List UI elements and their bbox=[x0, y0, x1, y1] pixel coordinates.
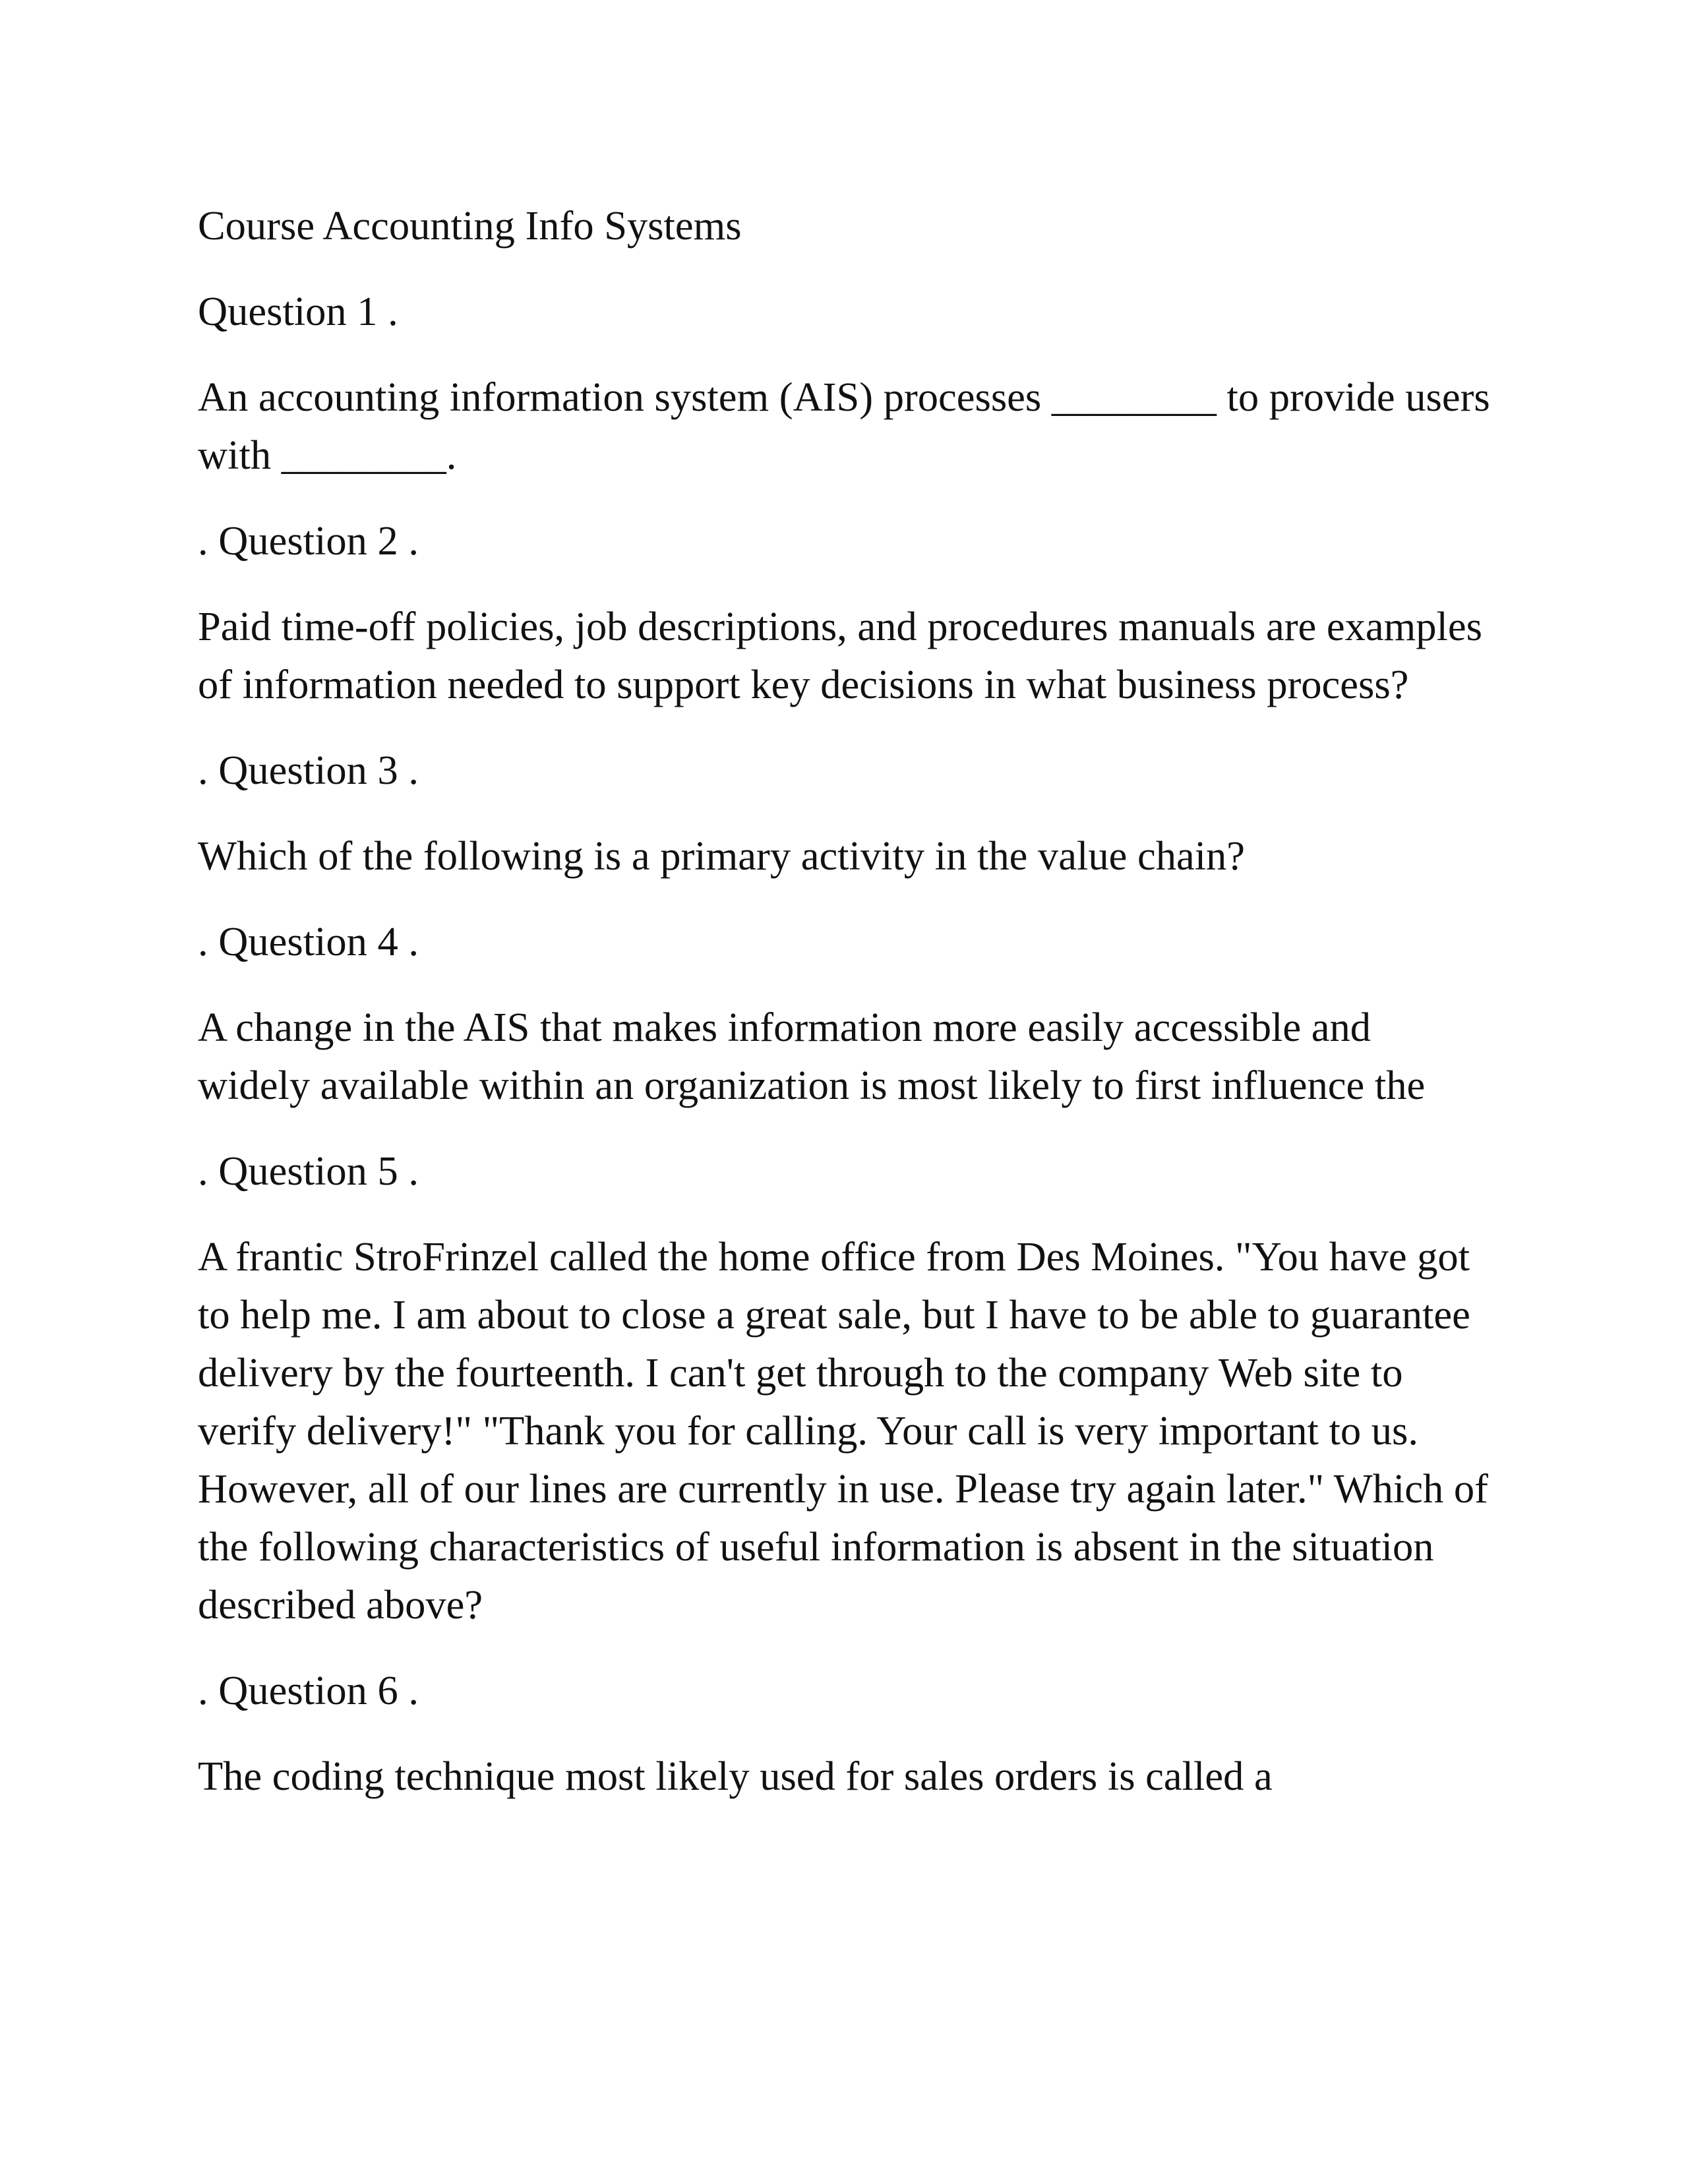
question-4-heading: . Question 4 . bbox=[198, 918, 419, 964]
course-title: Course Accounting Info Systems bbox=[198, 202, 742, 249]
question-4-text: A change in the AIS that makes information more easily accessible and widely available within an organization is most likely to first influence the bbox=[198, 1004, 1426, 1108]
question-2-text: Paid time-off policies, job descriptions, and procedures manuals are examples of information needed to support key decisions in what business process? bbox=[198, 603, 1482, 707]
question-6-text: The coding technique most likely used for sales orders is called a bbox=[198, 1753, 1273, 1799]
question-5-text: A frantic StroFrinzel called the home office from Des Moines. "You have got to help me. I am about to close a great sale, but I have to be able to guarantee delivery by the fourteenth. I can't get through to the company Web site to verify delivery!" "Thank you for calling. Your call is very important to us. However, all of our lines are currently in use. Please try again later." Which of the following characteristics of useful information is absent in the situation described above? bbox=[198, 1233, 1488, 1628]
question-6-heading: . Question 6 . bbox=[198, 1667, 419, 1713]
question-1-heading: Question 1 . bbox=[198, 288, 398, 334]
question-5-heading: . Question 5 . bbox=[198, 1148, 419, 1194]
question-3-text: Which of the following is a primary activity in the value chain? bbox=[198, 833, 1246, 879]
document-body bbox=[198, 196, 1490, 1833]
question-3-heading: . Question 3 . bbox=[198, 747, 419, 793]
question-2-heading: . Question 2 . bbox=[198, 517, 419, 564]
question-1-text: An accounting information system (AIS) processes ________ to provide users with ________. bbox=[198, 374, 1490, 478]
